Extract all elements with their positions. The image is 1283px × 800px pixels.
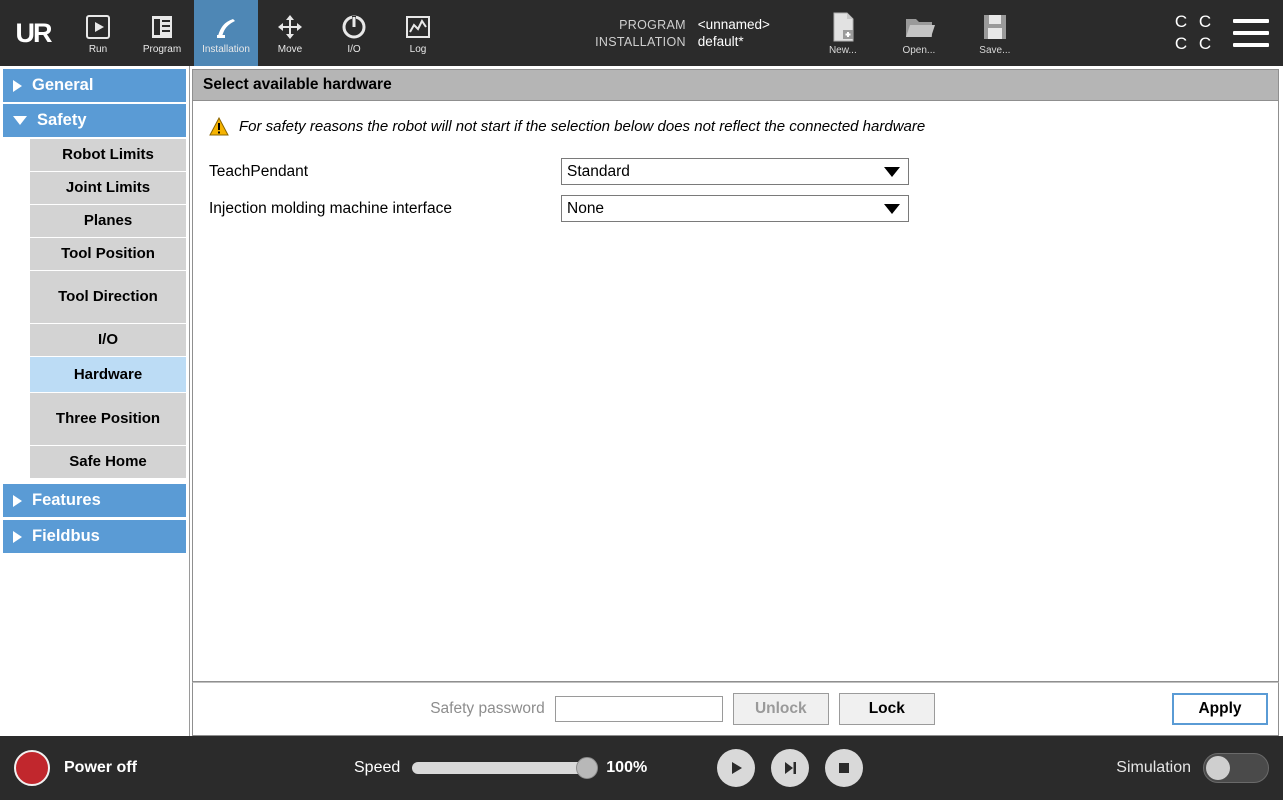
safety-password-input[interactable]	[555, 696, 723, 722]
sidebar-item-label: Hardware	[73, 365, 143, 383]
program-value: <unnamed>	[697, 17, 770, 32]
panel-content	[192, 100, 1279, 682]
installation-sidebar	[0, 66, 190, 736]
main-body	[0, 66, 1283, 736]
nav-item-installation[interactable]	[194, 0, 258, 66]
installation-value: default*	[697, 34, 744, 49]
safety-password-label: Safety password	[430, 700, 545, 717]
file-actions	[814, 11, 1024, 56]
sidebar-item-label: Three Position	[55, 410, 161, 427]
step-button[interactable]	[771, 749, 809, 787]
hamburger-menu-icon[interactable]	[1233, 19, 1269, 47]
nav-item-run[interactable]	[66, 0, 130, 66]
injection-molding-select[interactable]	[561, 195, 909, 222]
speed-slider-knob[interactable]	[576, 757, 598, 779]
top-right-group	[1169, 0, 1283, 66]
save-button-label: Save...	[979, 44, 1011, 56]
sidebar-item-joint-limits[interactable]	[30, 172, 186, 205]
sidebar-item-safe-home[interactable]	[30, 446, 186, 479]
nav-label-log: Log	[409, 43, 427, 55]
cc-cell-4: C	[1198, 34, 1212, 53]
nav-label-run: Run	[88, 43, 108, 55]
save-button[interactable]	[966, 11, 1024, 56]
speed-slider[interactable]	[412, 762, 594, 774]
speed-label: Speed	[354, 759, 401, 776]
injection-molding-label: Injection molding machine interface	[209, 199, 452, 217]
log-icon	[403, 12, 433, 42]
apply-button[interactable]: Apply	[1172, 693, 1268, 725]
stop-icon	[835, 759, 853, 777]
sidebar-item-label: Robot Limits	[62, 146, 154, 163]
installation-icon	[211, 12, 241, 42]
nav-item-log[interactable]	[386, 0, 450, 66]
program-icon	[147, 12, 177, 42]
lock-button[interactable]: Lock	[839, 693, 935, 725]
chevron-right-icon	[13, 495, 22, 507]
program-info-area	[450, 0, 1169, 66]
bottom-status-bar	[0, 736, 1283, 800]
nav-item-program[interactable]	[130, 0, 194, 66]
power-indicator-icon	[14, 750, 50, 786]
run-icon	[83, 12, 113, 42]
program-key: PROGRAM	[619, 17, 686, 32]
move-icon	[275, 12, 305, 42]
power-label: Power off	[64, 759, 137, 776]
safety-warning	[209, 117, 1262, 136]
program-info	[595, 17, 770, 49]
save-disk-icon	[980, 11, 1010, 43]
sidebar-group-label-fieldbus: Fieldbus	[32, 527, 100, 545]
sidebar-group-features[interactable]	[3, 484, 186, 517]
unlock-button[interactable]: Unlock	[733, 693, 829, 725]
step-icon	[781, 759, 799, 777]
injection-molding-value: None	[567, 199, 605, 217]
cc-status-grid	[1169, 11, 1217, 55]
play-button[interactable]	[717, 749, 755, 787]
nav-label-move: Move	[277, 43, 303, 55]
main-panel	[190, 66, 1283, 736]
chevron-right-icon	[13, 531, 22, 543]
open-button-label: Open...	[902, 44, 936, 56]
sidebar-group-safety[interactable]	[3, 104, 186, 137]
sidebar-item-hardware[interactable]	[30, 357, 186, 393]
new-button[interactable]	[814, 11, 872, 56]
transport-controls	[717, 749, 863, 787]
open-button[interactable]	[890, 11, 948, 56]
stop-button[interactable]	[825, 749, 863, 787]
sidebar-item-three-position[interactable]	[30, 393, 186, 446]
chevron-down-icon	[13, 116, 27, 125]
speed-control	[354, 759, 647, 777]
sidebar-group-label-safety: Safety	[37, 111, 87, 129]
play-icon	[727, 759, 745, 777]
sidebar-group-fieldbus[interactable]	[3, 520, 186, 553]
cc-cell-2: C	[1198, 12, 1212, 31]
sidebar-group-label-general: General	[32, 76, 94, 94]
sidebar-item-label: Safe Home	[69, 453, 147, 470]
ur-logo-text: UR	[15, 17, 51, 48]
sidebar-item-io[interactable]	[30, 324, 186, 357]
simulation-label: Simulation	[1116, 759, 1191, 776]
nav-label-installation: Installation	[202, 43, 250, 55]
sidebar-item-label: I/O	[97, 331, 118, 348]
sidebar-item-label: Tool Position	[61, 245, 155, 262]
ur-logo	[0, 0, 66, 66]
installation-key: INSTALLATION	[595, 34, 686, 49]
nav-item-io[interactable]	[322, 0, 386, 66]
sidebar-item-tool-direction[interactable]	[30, 271, 186, 324]
chevron-down-icon	[884, 167, 900, 177]
sidebar-group-label-features: Features	[32, 491, 101, 509]
nav-label-io: I/O	[347, 43, 361, 55]
sidebar-item-robot-limits[interactable]	[30, 139, 186, 172]
sidebar-group-general[interactable]	[3, 69, 186, 102]
safety-warning-text: For safety reasons the robot will not start if the selection below does not reflect the connected hardware	[239, 118, 926, 135]
teachpendant-value: Standard	[567, 162, 630, 180]
simulation-toggle[interactable]	[1203, 753, 1269, 783]
injection-molding-row	[209, 195, 1262, 222]
top-toolbar	[0, 0, 1283, 66]
cc-cell-3: C	[1174, 34, 1188, 53]
teachpendant-row	[209, 158, 1262, 185]
chevron-right-icon	[13, 80, 22, 92]
nav-item-move[interactable]	[258, 0, 322, 66]
sidebar-item-label: Tool Direction	[58, 288, 158, 305]
sidebar-item-label: Planes	[83, 212, 133, 229]
safety-password-bar	[192, 682, 1279, 736]
open-folder-icon	[903, 11, 935, 43]
sidebar-item-label: Joint Limits	[65, 179, 151, 196]
simulation-toggle-knob	[1206, 756, 1230, 780]
new-file-icon	[828, 11, 858, 43]
sidebar-item-planes[interactable]	[30, 205, 186, 238]
teachpendant-select[interactable]	[561, 158, 909, 185]
nav-label-program: Program	[142, 43, 182, 55]
teachpendant-label: TeachPendant	[209, 162, 309, 180]
simulation-control	[1116, 753, 1269, 783]
warning-triangle-icon	[209, 117, 229, 136]
sidebar-item-tool-position[interactable]	[30, 238, 186, 271]
speed-value: 100%	[606, 759, 648, 776]
panel-title: Select available hardware	[192, 69, 1279, 100]
cc-cell-1: C	[1174, 12, 1188, 31]
chevron-down-icon	[884, 204, 900, 214]
io-icon	[339, 12, 369, 42]
top-nav-group	[0, 0, 450, 66]
power-control[interactable]	[14, 750, 344, 786]
new-button-label: New...	[828, 44, 857, 56]
